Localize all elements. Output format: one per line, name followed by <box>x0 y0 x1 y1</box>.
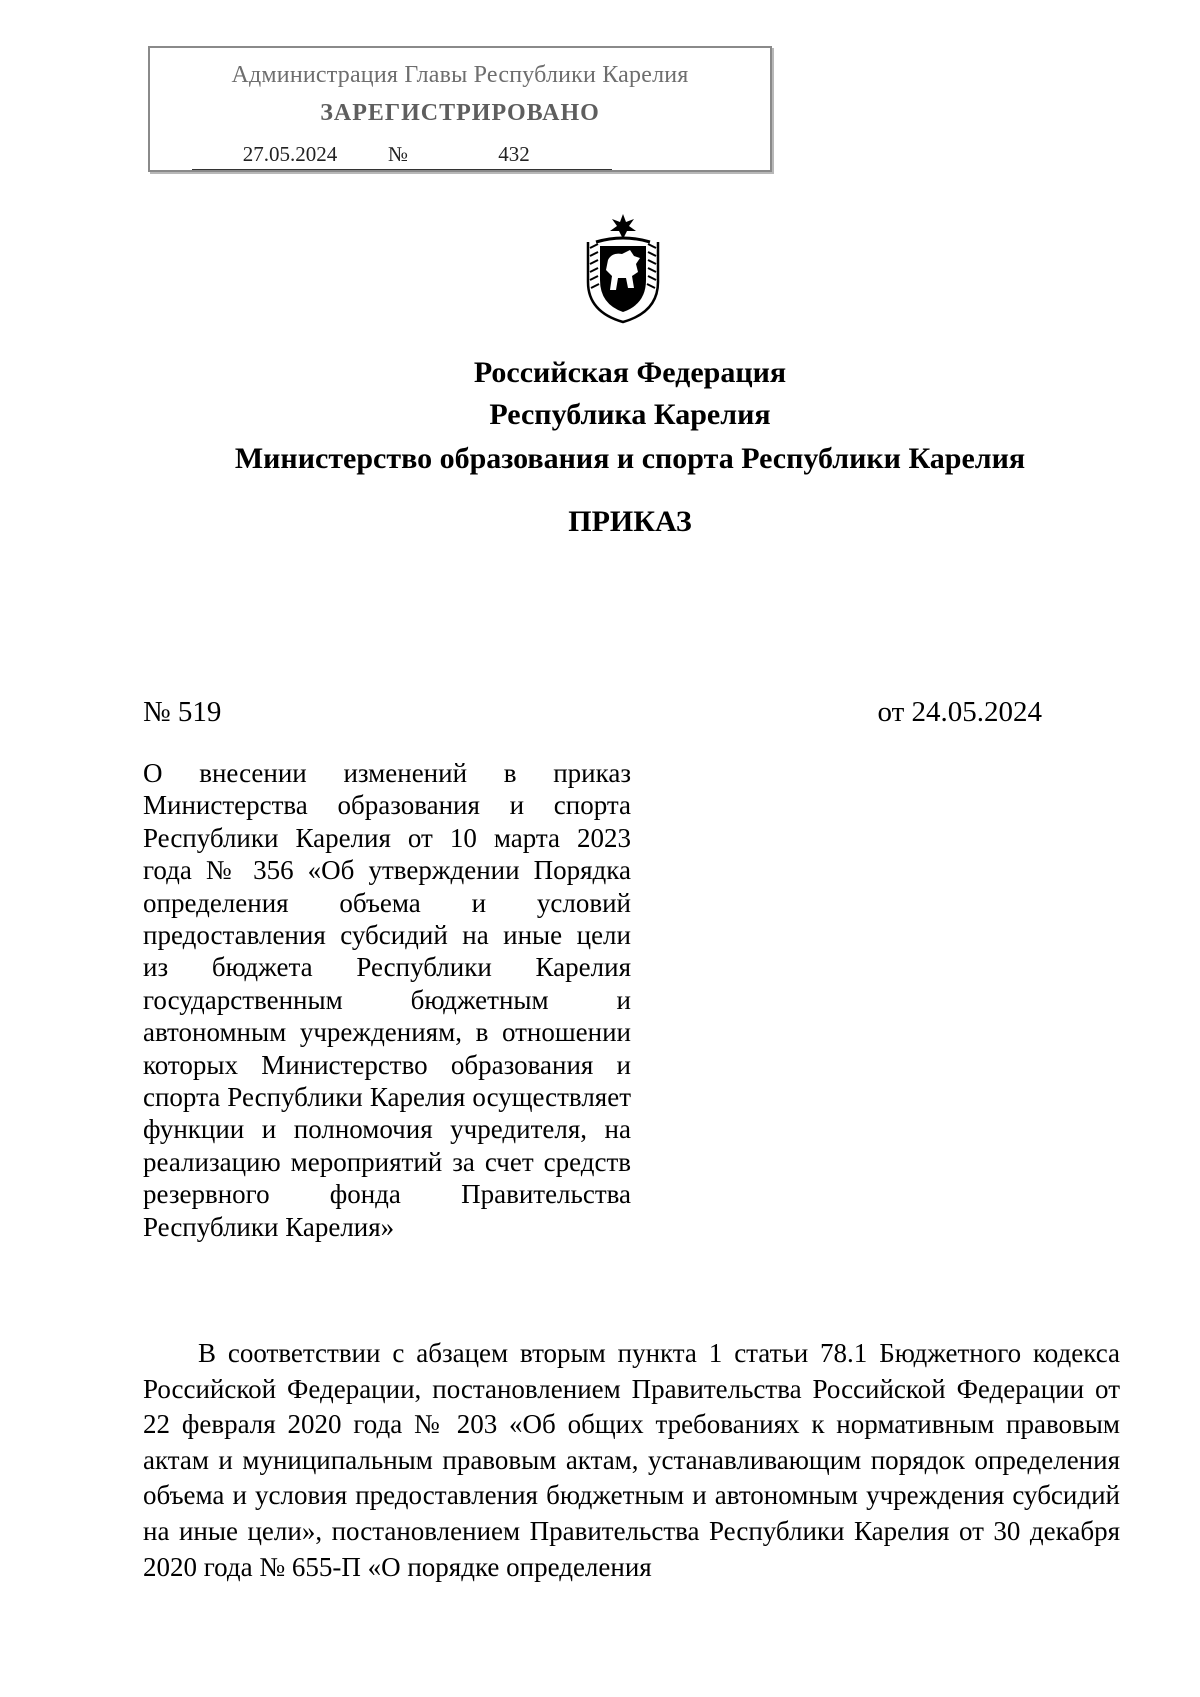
registration-stamp <box>148 46 772 172</box>
header-country: Российская Федерация <box>473 356 787 389</box>
header-ministry: Министерство образования и спорта Республики Карелия <box>234 442 1026 475</box>
order-body-paragraph: В соответствии с абзацем вторым пункта 1 статьи 78.1 Бюджетного кодекса Российской Федерации, постановлением Правительства Российской Федерации от 22 февраля 2020 года № 203 «Об общих требованиях к нормативным правовым актам и муниципальным правовым актам, устанавливающим порядок определения объема и условия предоставления бюджетным и автономным учреждения субсидий на иные цели», постановлением Правительства Республики Карелия от 30 декабря 2020 года № 655-П «О порядке определения <box>143 1338 1120 1582</box>
document-type-title: ПРИКАЗ <box>568 505 692 538</box>
stamp-number-sign: № <box>388 142 416 170</box>
header-republic: Республика Карелия <box>489 398 771 431</box>
order-date: от 24.05.2024 <box>877 696 1042 728</box>
stamp-status: ЗАРЕГИСТРИРОВАНО <box>320 100 600 126</box>
order-number: № 519 <box>143 696 222 728</box>
order-subject: О внесении изменений в приказ Министерства образования и спорта Республики Карелия от 10 марта 2023 года № 356 «Об утверждении Порядка определения объема и условий предоставления субсидий на иные цели из бюджета Республики Карелия государственным бюджетным и автономным учреждениям, в отношении которых Министерство образования и спорта Республики Карелия осуществляет функции и полномочия учредителя, на реализацию мероприятий за счет средств резервного фонда Правительства Республики Карелия» <box>143 758 631 1242</box>
stamp-number: 432 <box>416 142 612 170</box>
stamp-issuer: Администрация Главы Республики Карелия <box>231 62 689 88</box>
stamp-date: 27.05.2024 <box>192 142 388 170</box>
coat-of-arms-karelia-icon <box>578 212 668 324</box>
